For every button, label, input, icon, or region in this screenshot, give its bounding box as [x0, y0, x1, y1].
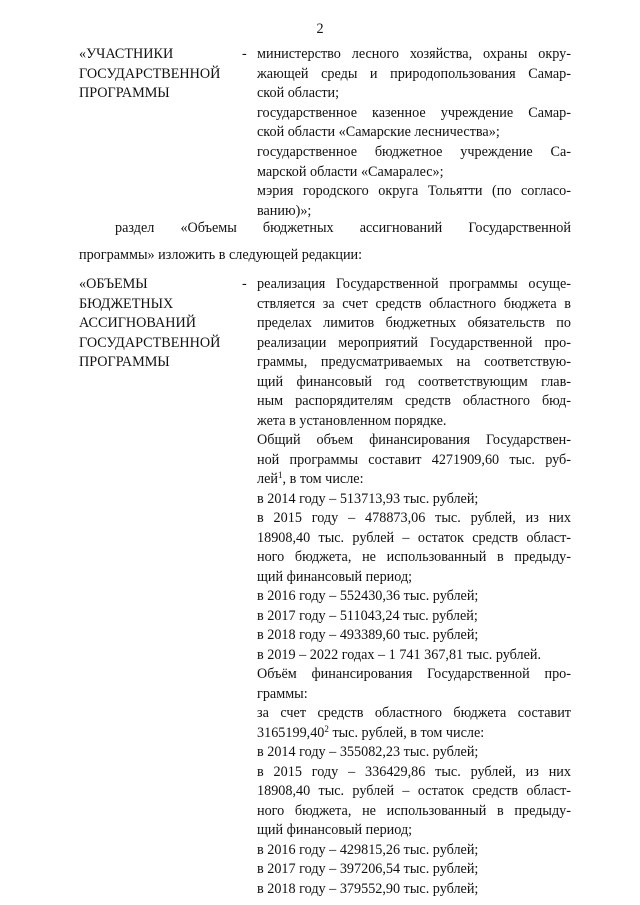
line-text: щий финансовый период;	[257, 822, 413, 838]
text-line	[257, 353, 571, 373]
volumes-label	[79, 275, 249, 373]
line-text: жета в установленном порядке.	[257, 412, 447, 429]
line-text: реализации мероприятий Государственной про-	[257, 334, 571, 351]
text-line	[257, 470, 571, 490]
line-text: реализация Государственной программы осуще-	[257, 276, 571, 292]
volumes-label-line: БЮДЖЕТНЫХ	[79, 295, 174, 312]
text-line	[257, 841, 571, 861]
text-line	[257, 685, 571, 705]
line-text: Объём финансирования Государственной про-	[257, 666, 571, 682]
text-line	[257, 45, 571, 65]
line-text: ской области «Самарские лесничества»;	[257, 124, 500, 141]
line-text-after: тыс. рублей, в том числе:	[328, 724, 485, 741]
text-line	[257, 373, 571, 393]
line-text: за счет средств областного бюджета составит	[257, 705, 571, 721]
text-line	[257, 490, 571, 510]
line-text: ванию)»;	[257, 202, 312, 219]
line-text: Общий объем финансирования Государствен-	[257, 432, 571, 448]
text-line	[257, 587, 571, 607]
text-line	[257, 646, 571, 666]
line-text: министерство лесного хозяйства, охраны окру-	[257, 46, 571, 62]
volumes-label-line: ПРОГРАММЫ	[79, 354, 170, 371]
line-text: жающей среды и природопользования Самар-	[257, 65, 571, 82]
text-line	[257, 123, 571, 143]
line-text: пределах лимитов бюджетных обязательств по	[257, 315, 571, 331]
line-text: государственное бюджетное учреждение Са-	[257, 143, 571, 160]
paragraph-line: программы» изложить в следующей редакции:	[79, 247, 363, 263]
line-text: в 2018 году – 379552,90 тыс. рублей;	[257, 880, 479, 897]
line-text: лей	[257, 471, 278, 487]
line-text: в 2017 году – 397206,54 тыс. рублей;	[257, 861, 479, 877]
participants-content	[257, 45, 571, 221]
page-number: 2	[316, 21, 324, 37]
section-paragraph-cont	[79, 246, 571, 266]
line-text: в 2014 году – 513713,93 тыс. рублей;	[257, 490, 479, 507]
text-line	[257, 529, 571, 549]
text-line	[257, 509, 571, 529]
line-text: государственное казенное учреждение Самар-	[257, 104, 571, 121]
text-line	[257, 84, 571, 104]
line-text: ного бюджета, не использованный в предыду-	[257, 802, 571, 819]
volumes-label-line: АССИГНОВАНИЙ	[79, 315, 196, 332]
footnote-marker: 2	[324, 723, 329, 734]
text-line	[257, 860, 571, 880]
text-line	[257, 880, 571, 900]
line-text: ствляется за счет средств областного бюджета в	[257, 295, 571, 312]
section-paragraph	[79, 219, 571, 239]
text-line	[257, 548, 571, 568]
text-line	[257, 65, 571, 85]
text-line	[257, 412, 571, 432]
text-line	[257, 704, 571, 724]
volumes-content	[257, 275, 571, 899]
text-line	[257, 392, 571, 412]
participants-label-line: ГОСУДАРСТВЕННОЙ	[79, 65, 221, 82]
text-line	[257, 182, 571, 202]
line-text: в 2015 году – 336429,86 тыс. рублей, из них	[257, 763, 571, 780]
footnote-marker: 1	[277, 470, 283, 480]
line-text: в 2018 году – 493389,60 тыс. рублей;	[257, 627, 479, 643]
text-line	[257, 724, 571, 744]
line-text: мэрия городского округа Тольятти (по согласо-	[257, 183, 571, 200]
text-line	[257, 104, 571, 124]
line-text: ской области;	[257, 85, 340, 102]
text-line	[257, 607, 571, 627]
volumes-label-line: ГОСУДАРСТВЕННОЙ	[79, 334, 221, 351]
line-text: в 2019 – 2022 годах – 1 741 367,81 тыс. рублей.	[257, 646, 542, 663]
text-line	[257, 568, 571, 588]
text-line	[257, 782, 571, 802]
text-line	[257, 665, 571, 685]
line-text: в 2014 году – 355082,23 тыс. рублей;	[257, 744, 479, 760]
line-text: 18908,40 тыс. рублей – остаток средств облаcт-	[257, 783, 571, 799]
text-line	[257, 334, 571, 354]
text-line	[257, 743, 571, 763]
line-text-after: , в том числе:	[282, 471, 364, 487]
line-text: в 2015 году – 478873,06 тыс. рублей, из них	[257, 510, 571, 526]
text-line	[257, 451, 571, 471]
line-text: граммы:	[257, 685, 308, 702]
text-line	[257, 626, 571, 646]
line-text: щий финансовый год соответствующим глав-	[257, 373, 571, 390]
volumes-label-line: «ОБЪЕМЫ	[79, 276, 148, 292]
text-line	[257, 275, 571, 295]
participants-label-line: «УЧАСТНИКИ	[79, 46, 174, 62]
text-line	[257, 295, 571, 315]
line-text: в 2017 году – 511043,24 тыс. рублей;	[257, 607, 478, 624]
line-text: щий финансовый период;	[257, 568, 413, 585]
participants-label	[79, 45, 249, 104]
line-text: ным распорядителям средств областного бюд-	[257, 393, 571, 409]
text-line	[257, 163, 571, 183]
text-line	[257, 802, 571, 822]
text-line	[257, 314, 571, 334]
line-text: марской области «Самаралес»;	[257, 163, 444, 180]
text-line	[257, 821, 571, 841]
line-text: в 2016 году – 429815,26 тыс. рублей;	[257, 841, 479, 858]
line-text: в 2016 году – 552430,36 тыс. рублей;	[257, 588, 479, 604]
text-line	[257, 431, 571, 451]
text-line	[257, 763, 571, 783]
volumes-dash: -	[242, 276, 247, 292]
line-text: граммы, предусматриваемых на соответствую-	[257, 354, 571, 370]
paragraph-line: раздел «Объемы бюджетных ассигнований Государственной	[115, 220, 571, 236]
participants-label-line: ПРОГРАММЫ	[79, 85, 170, 102]
line-text: ного бюджета, не использованный в предыду-	[257, 549, 571, 565]
line-text: ной программы составит 4271909,60 тыс. руб-	[257, 451, 571, 468]
line-text: 3165199,40	[257, 724, 325, 741]
line-text: 18908,40 тыс. рублей – остаток средств облаcт-	[257, 529, 571, 546]
participants-dash: -	[242, 46, 247, 62]
text-line	[257, 143, 571, 163]
